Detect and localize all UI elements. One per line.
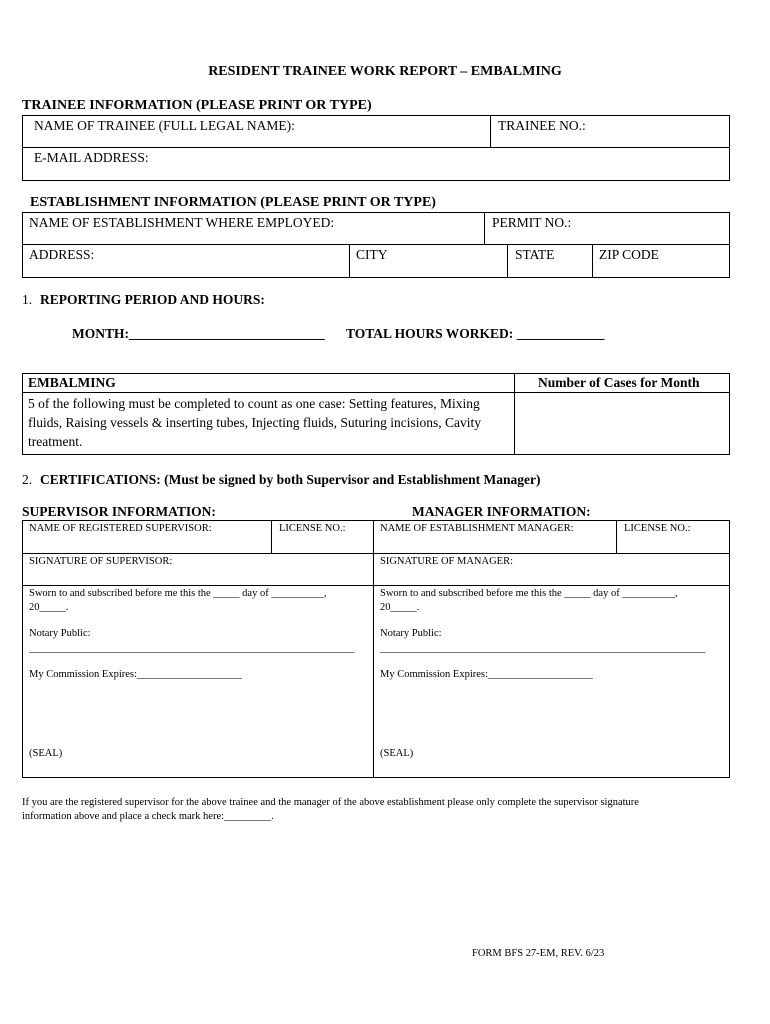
embalming-header: EMBALMING (28, 375, 116, 390)
divider (490, 115, 491, 147)
trainee-email-field[interactable]: E-MAIL ADDRESS: (34, 150, 149, 165)
divider (22, 585, 730, 586)
embalming-description-line: fluids, Raising vessels & inserting tubes, Injecting fluids, Suturing incisions, Cavity (28, 415, 481, 430)
divider (616, 520, 617, 553)
divider (373, 520, 374, 778)
supervisor-notary-line[interactable]: ______________________________________________________________ (29, 643, 355, 654)
footer-note-line: If you are the registered supervisor for the above trainee and the manager of the above establishment please only complete the supervisor signature (22, 797, 639, 808)
supervisor-commission-field[interactable]: My Commission Expires:____________________ (29, 669, 242, 680)
manager-sworn-year[interactable]: 20_____. (380, 602, 420, 613)
cases-header: Number of Cases for Month (538, 375, 700, 390)
manager-commission-field[interactable]: My Commission Expires:____________________ (380, 669, 593, 680)
supervisor-name-field[interactable]: NAME OF REGISTERED SUPERVISOR: (29, 523, 212, 534)
total-hours-field[interactable]: TOTAL HOURS WORKED: _____________ (346, 326, 605, 341)
establishment-name-field[interactable]: NAME OF ESTABLISHMENT WHERE EMPLOYED: (29, 215, 335, 230)
divider (507, 244, 508, 278)
divider (22, 147, 730, 148)
divider (271, 520, 272, 553)
month-field[interactable]: MONTH:_____________________________ (72, 326, 325, 341)
embalming-description-line: 5 of the following must be completed to count as one case: Setting features, Mixing (28, 396, 480, 411)
trainee-name-field[interactable]: NAME OF TRAINEE (FULL LEGAL NAME): (34, 118, 295, 133)
certifications-number: 2. (22, 472, 33, 487)
divider (349, 244, 350, 278)
divider (22, 553, 730, 554)
supervisor-heading: SUPERVISOR INFORMATION: (22, 504, 216, 519)
trainee-number-field[interactable]: TRAINEE NO.: (498, 118, 586, 133)
supervisor-seal-label: (SEAL) (29, 748, 63, 759)
supervisor-sworn-year[interactable]: 20_____. (29, 602, 69, 613)
manager-notary-label: Notary Public: (380, 628, 442, 639)
manager-license-field[interactable]: LICENSE NO.: (624, 523, 691, 534)
supervisor-sworn-line[interactable]: Sworn to and subscribed before me this the _____ day of __________, (29, 588, 327, 599)
cases-count-input[interactable] (515, 393, 729, 454)
form-title: RESIDENT TRAINEE WORK REPORT – EMBALMING (208, 64, 562, 79)
footer-note-check-field[interactable]: information above and place a check mark here:_________. (22, 811, 274, 822)
certifications-heading: CERTIFICATIONS: (Must be signed by both Supervisor and Establishment Manager) (40, 472, 541, 487)
establishment-section-heading: ESTABLISHMENT INFORMATION (PLEASE PRINT OR TYPE) (30, 195, 436, 210)
state-field[interactable]: STATE (515, 247, 555, 262)
reporting-heading: REPORTING PERIOD AND HOURS: (40, 292, 265, 307)
manager-signature-field[interactable]: SIGNATURE OF MANAGER: (380, 556, 514, 567)
trainee-section-heading: TRAINEE INFORMATION (PLEASE PRINT OR TYPE) (22, 98, 372, 113)
address-field[interactable]: ADDRESS: (29, 247, 95, 262)
manager-name-field[interactable]: NAME OF ESTABLISHMENT MANAGER: (380, 523, 574, 534)
embalming-description-line: treatment. (28, 434, 83, 449)
supervisor-license-field[interactable]: LICENSE NO.: (279, 523, 346, 534)
manager-notary-line[interactable]: ______________________________________________________________ (380, 643, 706, 654)
supervisor-signature-field[interactable]: SIGNATURE OF SUPERVISOR: (29, 556, 173, 567)
city-field[interactable]: CITY (356, 247, 388, 262)
divider (22, 244, 730, 245)
manager-seal-label: (SEAL) (380, 748, 414, 759)
zip-code-field[interactable]: ZIP CODE (599, 247, 659, 262)
divider (484, 212, 485, 244)
manager-heading: MANAGER INFORMATION: (412, 504, 591, 519)
permit-number-field[interactable]: PERMIT NO.: (492, 215, 572, 230)
divider (592, 244, 593, 278)
form-identifier: FORM BFS 27-EM, REV. 6/23 (472, 948, 605, 959)
manager-sworn-line[interactable]: Sworn to and subscribed before me this the _____ day of __________, (380, 588, 678, 599)
supervisor-notary-label: Notary Public: (29, 628, 91, 639)
reporting-number: 1. (22, 292, 33, 307)
